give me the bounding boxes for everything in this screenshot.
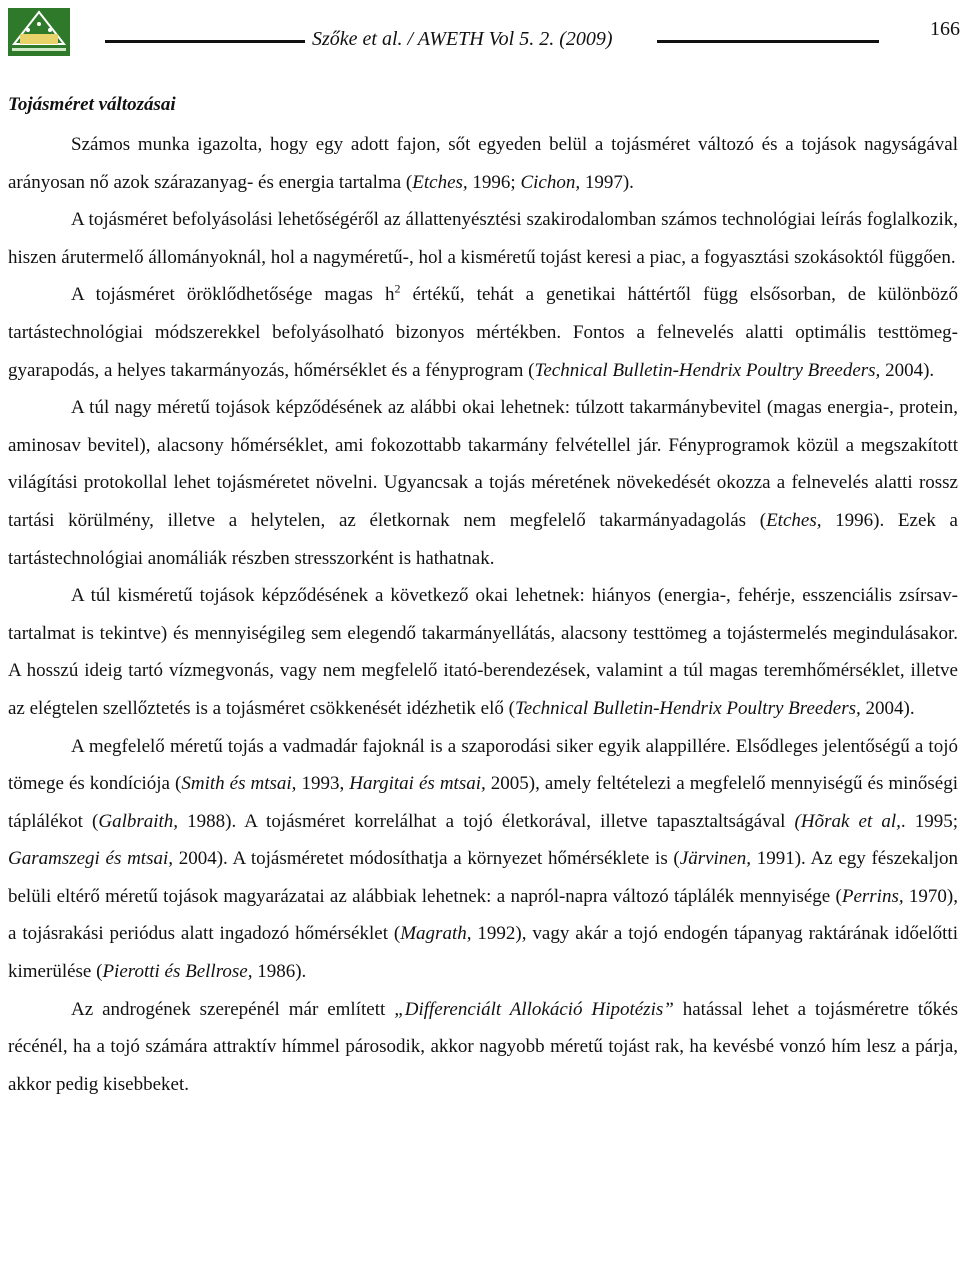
citation-italic: Järvinen, [679,848,751,870]
citation-italic: Smith és mtsai, [181,773,297,795]
paragraph-text: 1991). Az egy fészekaljon belüli eltérő méretű tojások magyarázatai az alábbiak lehetnek: a napról-napra változó táplálék mennyisége ( [8,848,958,907]
paragraph-text: A túl nagy méretű tojások képződésének az alábbi okai lehetnek: túlzott takarmánybevitel (magas energia-, protein, aminosav bevitel), alacsony hőmérséklet, ami fokozottabb takarmány felvétellel jár. Fényprogramok közül a megszakított világítási protokollal lehet tojásméretet növelni. Ugyancsak a tojás méretének növekedését okozza a felnevelés alatti rossz tartási körülmény, illetve a helytelen, az életkornak nem megfelelő takarmányadagolás ( [8,397,958,531]
journal-reference: Szőke et al. / AWETH Vol 5. 2. (2009) [312,28,613,50]
paragraph-text: értékű, tehát a genetikai háttértől függ elsősorban, de különböző tartástechnológiai módszerekkel befolyásolható bizonyos mértékben. Fontos a felnevelés alatti optimális testtömeg-gyarapodás, a helyes takarmányozás, hőmérséklet és a fényprogram ( [8,284,958,381]
citation-italic: Perrins, [841,885,904,907]
citation-italic: (Hõrak et al, [794,810,901,832]
paragraph-text: 1993, [296,773,350,795]
journal-logo [8,8,70,56]
citation-italic: Technical Bulletin-Hendrix Poultry Breeders, [514,697,861,719]
paragraph-text: . 1995; [900,810,958,832]
paragraph-text: A tojásméret öröklődhetősége magas h [71,284,395,306]
paragraph-text: A megfelelő méretű tojás a vadmadár fajoknál is a szaporodási siker egyik alappillére. Elsődleges jelentőségű a tojó tömege és kondíciója ( [8,735,958,795]
paragraph-text: 2004). [880,359,935,381]
citation-italic: Magrath, [400,923,472,945]
paragraph-text: A tojásméret befolyásolási lehetőségéről az állattenyésztési szakirodalomban számos technológiai leírás foglalkozik, hiszen árutermelő állományoknál, hol a nagyméretű-, hol a kisméretű tojást keresi a piac, a fogyasztási szokásoktól függően. [8,209,958,268]
header-rule-right [657,40,879,43]
paragraph [8,276,958,389]
paragraph [8,389,958,577]
citation-italic: Pierotti és Bellrose, [102,961,253,983]
citation-italic: Garamszegi és mtsai, [8,848,174,870]
page-number: 166 [930,18,960,40]
paragraph-text: 1997). [580,171,634,193]
superscript: 2 [394,282,401,297]
citation-italic: Etches, [766,509,822,531]
citation-italic: Hargitai és mtsai, [349,773,486,795]
paragraph [8,126,958,201]
paragraph-text: hatással lehet a tojásméretre tőkés récénél, ha a tojó számára attraktív hímmel párosodik, akkor nagyobb méretű tojást rak, ha kevésbé vonzó hím lesz a párja, akkor pedig kisebbeket. [8,998,958,1095]
paragraph-text: 1988). A tojásméret korrelálhat a tojó életkorával, illetve tapasztaltságával [178,810,795,832]
paragraph-text: 2004). A tojásméretet módosíthatja a környezet hőmérséklete is ( [173,848,680,870]
section-title: Tojásméret változásai [8,94,176,115]
paragraph [8,728,958,991]
body-text [8,126,958,1103]
citation-italic: Cichon, [520,171,581,193]
paragraph-text: 1996; [467,171,521,193]
citation-italic: „Differenciált Allokáció Hipotézis” [394,998,674,1020]
header-rule-left [105,40,305,43]
paragraph-text: Az androgének szerepénél már említett [71,998,395,1020]
paragraph-text: 1970), a tojásrakási periódus alatt ingadozó hőmérséklet ( [8,885,958,945]
paragraph [8,991,958,1104]
paragraph-text: A túl kisméretű tojások képződésének a következő okai lehetnek: hiányos (energia-, fehérje, esszenciális zsírsav- tartalmat is tekintve) és mennyiségileg sem elegendő takarmányellátás, alacsony testtömeg a tojástermelés megindulásakor. A hosszú ideig tartó vízmegvonás, vagy nem megfelelő itató-berendezések, valamint a túl magas teremhőmérséklet, illetve az elégtelen szellőztetés is a tojásméret csökkenését idézhetik elő ( [8,585,958,719]
citation-italic: Technical Bulletin-Hendrix Poultry Breeders, [534,359,881,381]
paragraph-text: 1992), vagy akár a tojó endogén tápanyag raktárának időelőtti kimerülése ( [8,923,958,983]
paragraph-text: 2005), amely feltételezi a megfelelő mennyiségű és minőségi táplálékot ( [8,773,959,832]
paragraph-text: Számos munka igazolta, hogy egy adott fajon, sőt egyeden belül a tojásméret változó és a tojások nagyságával arányosan nő azok szárazanyag- és energia tartalma ( [8,134,958,193]
paragraph [8,201,958,276]
paragraph-text: 2004). [860,697,915,719]
paragraph-text: 1986). [252,961,307,983]
citation-italic: Etches, [412,171,468,193]
paragraph-text: 1996). Ezek a tartástechnológiai anomáliák részben stresszorként is hathatnak. [8,509,958,569]
citation-italic: Galbraith, [98,810,179,832]
paragraph [8,577,958,727]
